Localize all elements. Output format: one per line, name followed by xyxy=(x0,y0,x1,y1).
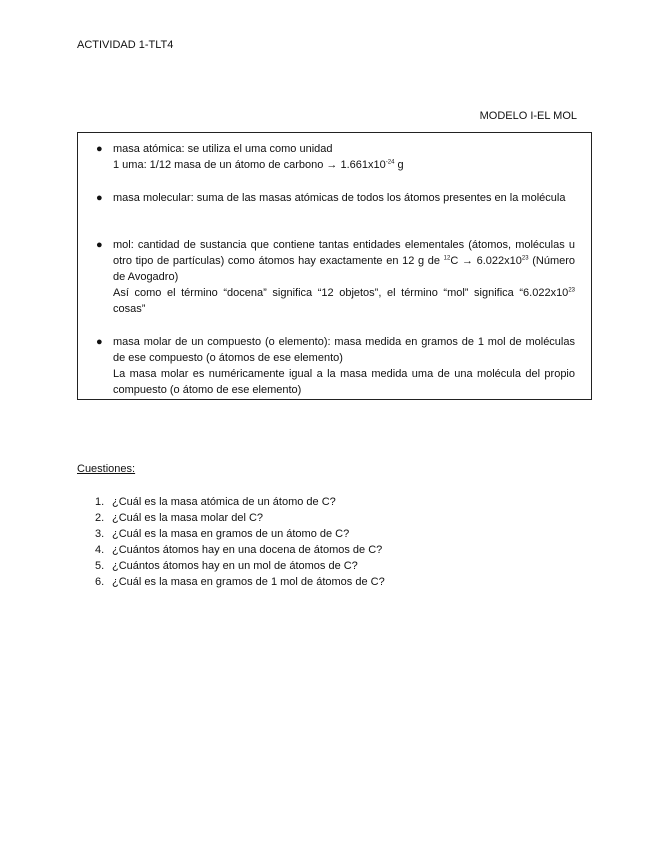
definition-subtext: La masa molar es numéricamente igual a la masa medida uma de una molécula del propio compuesto (o átomo de ese elemento) xyxy=(113,368,575,396)
question-item xyxy=(95,494,385,510)
activity-header: ACTIVIDAD 1-TLT4 xyxy=(77,39,174,51)
questions-title: Cuestiones: xyxy=(77,463,136,475)
definitions-box xyxy=(77,132,592,400)
question-number: 4. xyxy=(95,544,105,556)
bullet-icon: ● xyxy=(96,239,103,251)
definition-text: mol: cantidad de sustancia que contiene tantas entidades elementales (átomos, moléculas u otro tipo de partículas) como átomos hay exactamente en 12 g de $^{12}C \to 6.022x10^{23}$ (Número de Avogadro) xyxy=(113,239,576,283)
definition-text: masa molar de un compuesto (o elemento): masa medida en gramos de 1 mol de moléculas de ese compuesto (o átomos de ese elemento) xyxy=(113,336,575,364)
question-number: 6. xyxy=(95,576,105,588)
question-number: 2. xyxy=(95,512,105,524)
question-text: ¿Cuál es la masa en gramos de un átomo de C? xyxy=(112,528,350,540)
question-number: 3. xyxy=(95,528,105,540)
definition-molecular-mass xyxy=(96,190,575,206)
question-number: 1. xyxy=(95,496,105,508)
question-text: ¿Cuántos átomos hay en un mol de átomos de C? xyxy=(112,560,358,572)
bullet-icon: ● xyxy=(96,336,103,348)
question-item xyxy=(95,558,385,574)
definition-atomic-mass xyxy=(96,141,575,173)
question-item xyxy=(95,542,385,558)
definition-subtext: 1 uma: 1/12 masa de un átomo de carbono → $1.661x10^{-24}$ g xyxy=(113,159,404,171)
question-item xyxy=(95,574,385,590)
definition-molar-mass xyxy=(96,334,575,398)
definition-subtext: Así como el término “docena” significa “12 objetos”, el término “mol” significa “$6.022x10^{23}$ cosas” xyxy=(113,287,575,315)
question-text: ¿Cuál es la masa en gramos de 1 mol de átomos de C? xyxy=(112,576,385,588)
bullet-icon: ● xyxy=(96,143,103,155)
model-title: MODELO I-EL MOL xyxy=(479,110,577,122)
question-number: 5. xyxy=(95,560,105,572)
definition-text: masa atómica: se utiliza el uma como unidad xyxy=(113,143,333,155)
question-text: ¿Cuál es la masa molar del C? xyxy=(112,512,264,524)
definition-text: masa molecular: suma de las masas atómicas de todos los átomos presentes en la molécula xyxy=(113,192,566,204)
question-item xyxy=(95,526,385,542)
definition-mol xyxy=(96,237,575,317)
question-text: ¿Cuál es la masa atómica de un átomo de C? xyxy=(112,496,336,508)
question-item xyxy=(95,510,385,526)
questions-list xyxy=(95,494,385,590)
bullet-icon: ● xyxy=(96,192,103,204)
question-text: ¿Cuántos átomos hay en una docena de átomos de C? xyxy=(112,544,383,556)
